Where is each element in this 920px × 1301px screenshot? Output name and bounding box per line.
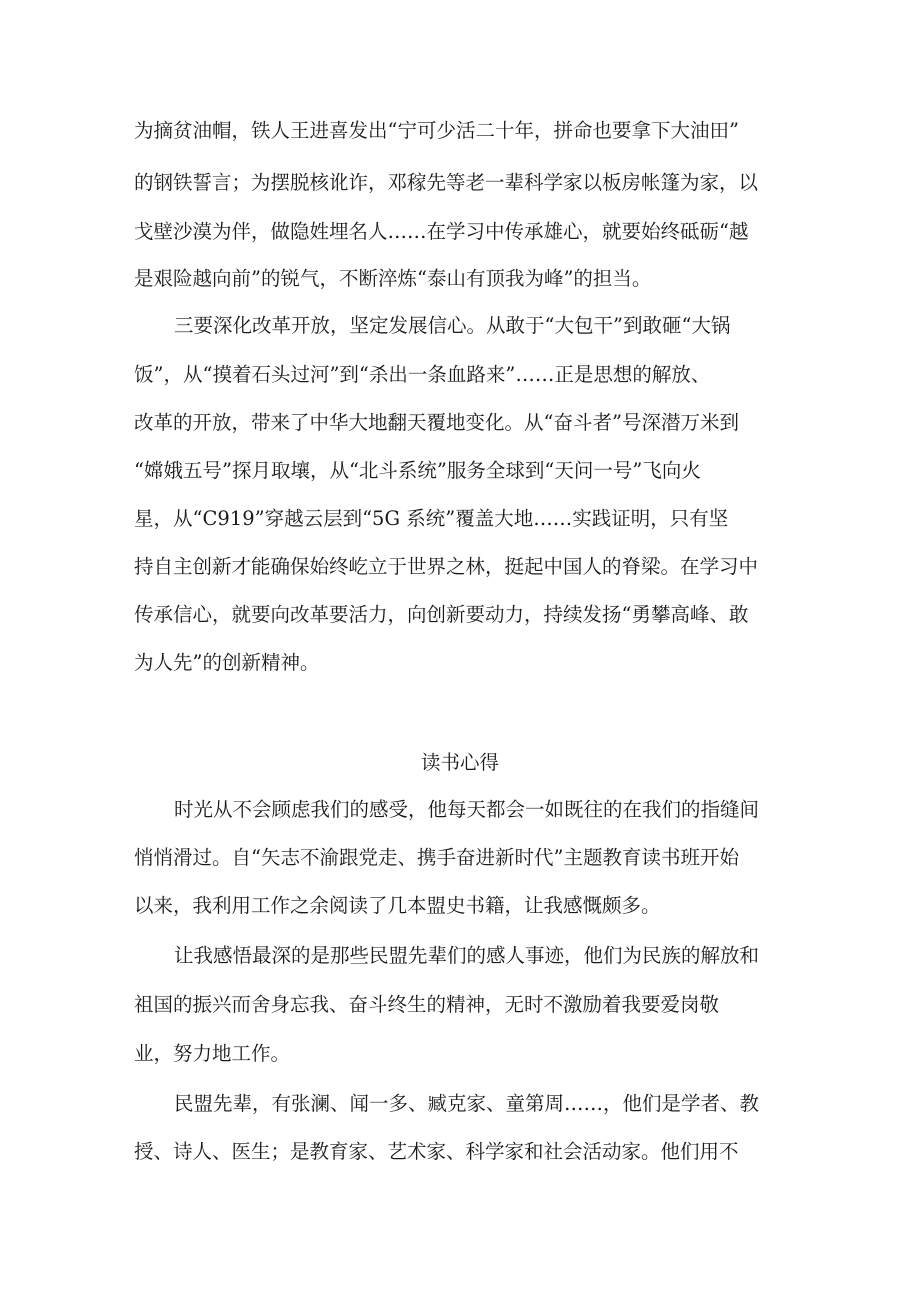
paragraph-2-line-8: 为人先”的创新精神。 bbox=[134, 651, 320, 674]
section-heading: 读书心得 bbox=[420, 751, 499, 774]
paragraph-2-line-5: 星，从“C919”穿越云层到“5G 系统”覆盖大地……实践证明，只有坚 bbox=[134, 507, 729, 530]
paragraph-2-line-1: 三要深化改革开放，坚定发展信心。从敢于“大包干”到敢砸“大锅 bbox=[174, 314, 731, 337]
paragraph-1-line-2: 的钢铁誓言；为摆脱核讹诈，邓稼先等老一辈科学家以板房帐篷为家，以 bbox=[134, 171, 759, 194]
paragraph-1-line-3: 戈壁沙漠为伴，做隐姓埋名人……在学习中传承雄心，就要始终砥砺“越 bbox=[134, 220, 749, 243]
paragraph-3-line-1: 时光从不会顾虑我们的感受，他每天都会一如既往的在我们的指缝间 bbox=[174, 798, 760, 821]
paragraph-4-line-2: 祖国的振兴而舍身忘我、奋斗终生的精神，无时不激励着我要爱岗敬 bbox=[134, 993, 720, 1016]
paragraph-2-line-7: 传承信心，就要向改革要活力，向创新要动力，持续发扬“勇攀高峰、敢 bbox=[134, 603, 749, 626]
paragraph-1-line-1: 为摘贫油帽，铁人王进喜发出“宁可少活二十年，拼命也要拿下大油田” bbox=[134, 119, 739, 142]
paragraph-3-line-2: 悄悄滑过。自“矢志不渝跟党走、携手奋进新时代”主题教育读书班开始 bbox=[134, 846, 739, 869]
paragraph-5-line-2: 授、诗人、医生；是教育家、艺术家、科学家和社会活动家。他们用不 bbox=[134, 1140, 739, 1163]
paragraph-4-line-1: 让我感悟最深的是那些民盟先辈们的感人事迹，他们为民族的解放和 bbox=[174, 944, 760, 967]
paragraph-2-line-6: 持自主创新才能确保始终屹立于世界之林，挺起中国人的脊梁。在学习中 bbox=[134, 555, 759, 578]
paragraph-2-line-2: 饭”，从“摸着石头过河”到“杀出一条血路来”……正是思想的解放、 bbox=[134, 363, 711, 386]
paragraph-2-line-4: “嫦娥五号”探月取壤，从“北斗系统”服务全球到“天问一号”飞向火 bbox=[134, 459, 701, 482]
paragraph-3-line-3: 以来，我利用工作之余阅读了几本盟史书籍，让我感慨颇多。 bbox=[134, 894, 661, 917]
paragraph-4-line-3: 业，努力地工作。 bbox=[134, 1042, 291, 1065]
paragraph-2-line-3: 改革的开放，带来了中华大地翻天覆地变化。从“奋斗者”号深潜万米到 bbox=[134, 411, 739, 434]
paragraph-5-line-1: 民盟先辈，有张澜、闻一多、臧克家、童第周……，他们是学者、教 bbox=[174, 1092, 760, 1115]
paragraph-1-line-4: 是艰险越向前”的锐气，不断淬炼“泰山有顶我为峰”的担当。 bbox=[134, 267, 652, 290]
